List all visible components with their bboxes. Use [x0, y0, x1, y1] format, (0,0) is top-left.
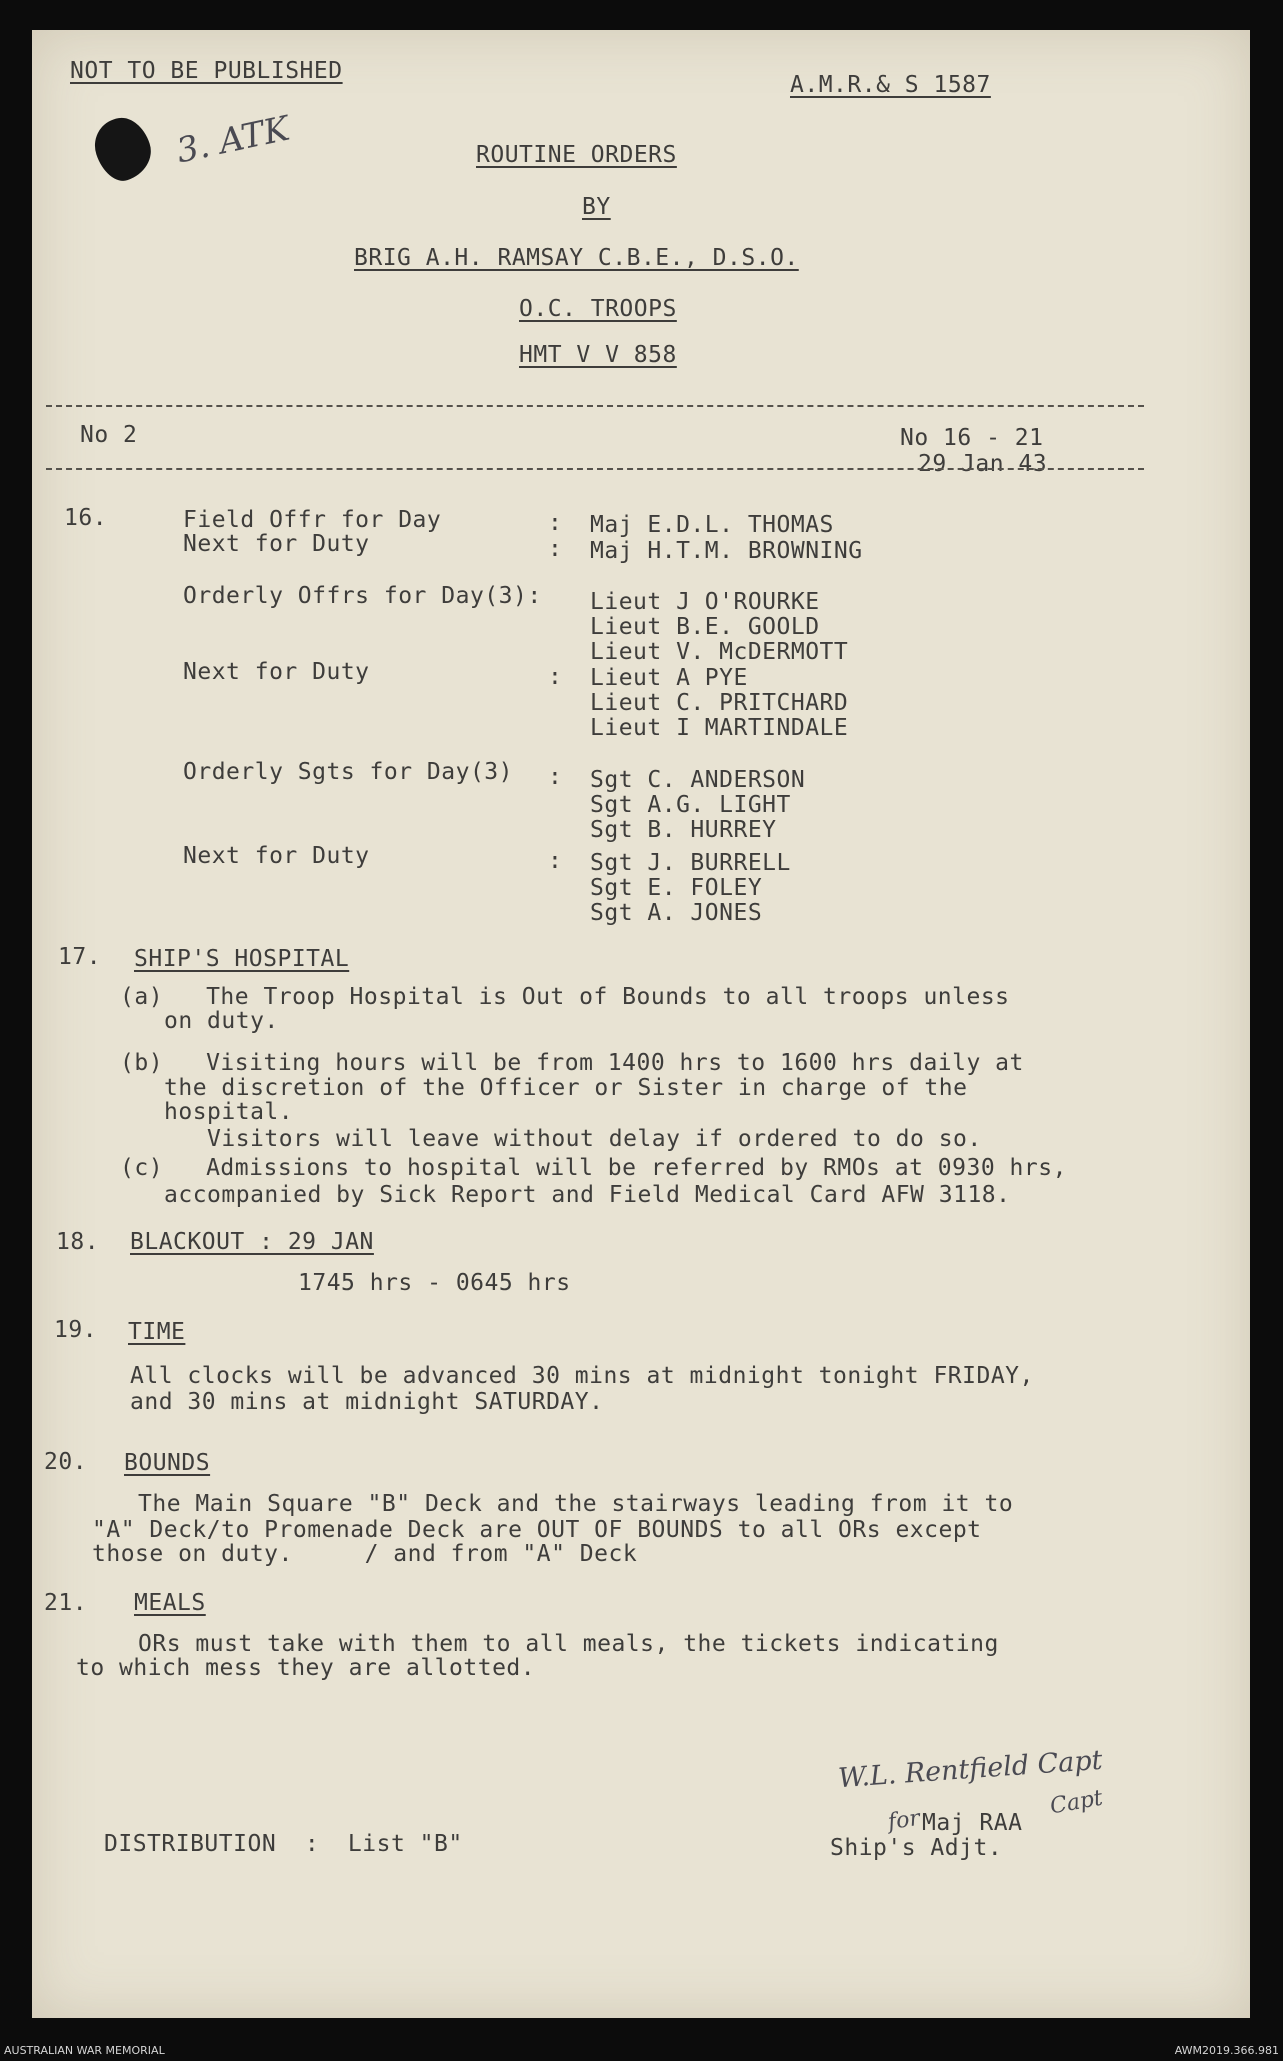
- section-number-20: 20.: [44, 1449, 88, 1475]
- time-text: All clocks will be advanced 30 mins at midnight tonight FRIDAY,: [130, 1363, 1034, 1389]
- duty-label: Next for Duty: [183, 659, 370, 685]
- bounds-text: The Main Square "B" Deck and the stairways leading from it to: [138, 1491, 1014, 1517]
- duty-name: Maj H.T.M. BROWNING: [590, 538, 863, 564]
- by-line: BY: [582, 194, 611, 220]
- duty-name: Lieut A PYE: [590, 665, 748, 691]
- duty-label: Next for Duty: [183, 843, 370, 869]
- section-number-19: 19.: [54, 1317, 98, 1343]
- duty-name: Lieut C. PRITCHARD: [590, 690, 849, 716]
- section-heading-bounds: BOUNDS: [124, 1450, 211, 1476]
- signatory-rank: Maj RAA: [922, 1810, 1023, 1836]
- signatory-title: Ship's Adjt.: [830, 1835, 1003, 1861]
- bounds-text: those on duty. / and from "A" Deck: [92, 1541, 638, 1567]
- duty-name: Lieut I MARTINDALE: [590, 715, 849, 741]
- duty-name: Maj E.D.L. THOMAS: [590, 512, 834, 538]
- meals-text: to which mess they are allotted.: [76, 1655, 536, 1681]
- rule-top: [46, 405, 1144, 407]
- duty-name: Sgt B. HURREY: [590, 817, 777, 843]
- issuer-name: BRIG A.H. RAMSAY C.B.E., D.S.O.: [354, 245, 799, 271]
- duty-colon: :: [548, 510, 563, 536]
- footer-accession: AWM2019.366.981: [1174, 2044, 1279, 2057]
- handwritten-unit-note: 3. ATK: [173, 108, 293, 172]
- hospital-para-b: Visitors will leave without delay if ordered to do so.: [207, 1126, 982, 1152]
- distribution-line: DISTRIBUTION : List "B": [104, 1831, 463, 1857]
- duty-name: Lieut B.E. GOOLD: [590, 614, 820, 640]
- ship-name: HMT V V 858: [519, 342, 677, 368]
- hospital-para-b: (b) Visiting hours will be from 1400 hrs to 1600 hrs daily at: [120, 1050, 1024, 1076]
- duty-label: Next for Duty: [183, 531, 370, 557]
- handwritten-signature: W.L. Rentfield Capt: [837, 1744, 1104, 1795]
- hospital-para-c: accompanied by Sick Report and Field Medical Card AFW 3118.: [164, 1182, 1011, 1208]
- hospital-para-c: (c) Admissions to hospital will be referred by RMOs at 0930 hrs,: [120, 1155, 1067, 1181]
- section-number-16: 16.: [64, 505, 108, 531]
- section-number-18: 18.: [56, 1229, 100, 1255]
- order-date: 29 Jan 43: [918, 451, 1048, 477]
- duty-label: Orderly Sgts for Day(3): [183, 759, 513, 785]
- bounds-text: "A" Deck/to Promenade Deck are OUT OF BOUNDS to all ORs except: [92, 1517, 982, 1543]
- hospital-para-a: on duty.: [164, 1008, 279, 1034]
- section-number-17: 17.: [58, 944, 102, 970]
- signature-capt: Capt: [1048, 1785, 1105, 1820]
- section-heading-meals: MEALS: [134, 1590, 206, 1616]
- duty-colon: :: [548, 664, 563, 690]
- duty-name: Sgt A. JONES: [590, 900, 763, 926]
- time-text: and 30 mins at midnight SATURDAY.: [130, 1389, 604, 1415]
- issuer-role: O.C. TROOPS: [519, 296, 677, 322]
- duty-colon: :: [548, 848, 563, 874]
- hospital-para-b: the discretion of the Officer or Sister in charge of the: [164, 1075, 968, 1101]
- duty-label: Field Offr for Day: [183, 507, 442, 533]
- duty-name: Lieut J O'ROURKE: [590, 589, 820, 615]
- duty-name: Sgt J. BURRELL: [590, 850, 791, 876]
- duty-name: Lieut V. McDERMOTT: [590, 639, 849, 665]
- section-heading-blackout: BLACKOUT : 29 JAN: [130, 1229, 374, 1255]
- reference-number: A.M.R.& S 1587: [790, 72, 991, 98]
- order-number: No 2: [80, 422, 138, 448]
- order-range: No 16 - 21: [900, 425, 1044, 451]
- document-title: ROUTINE ORDERS: [476, 142, 677, 168]
- section-heading-time: TIME: [128, 1319, 186, 1345]
- duty-name: Sgt E. FOLEY: [590, 875, 763, 901]
- duty-name: Sgt A.G. LIGHT: [590, 792, 791, 818]
- hospital-para-a: (a) The Troop Hospital is Out of Bounds to all troops unless: [120, 984, 1010, 1010]
- hospital-para-b: hospital.: [164, 1099, 294, 1125]
- classification-mark: NOT TO BE PUBLISHED: [70, 58, 343, 84]
- duty-name: Sgt C. ANDERSON: [590, 767, 806, 793]
- duty-colon: :: [548, 764, 563, 790]
- signature-for: for: [886, 1805, 922, 1836]
- section-heading-hospital: SHIP'S HOSPITAL: [134, 946, 350, 972]
- duty-label: Orderly Offrs for Day(3):: [183, 583, 542, 609]
- meals-text: ORs must take with them to all meals, the tickets indicating: [138, 1631, 999, 1657]
- section-number-21: 21.: [44, 1590, 88, 1616]
- duty-colon: :: [548, 536, 563, 562]
- blackout-times: 1745 hrs - 0645 hrs: [298, 1270, 571, 1296]
- footer-credit: AUSTRALIAN WAR MEMORIAL: [4, 2044, 165, 2057]
- rule-bottom: [46, 468, 1144, 470]
